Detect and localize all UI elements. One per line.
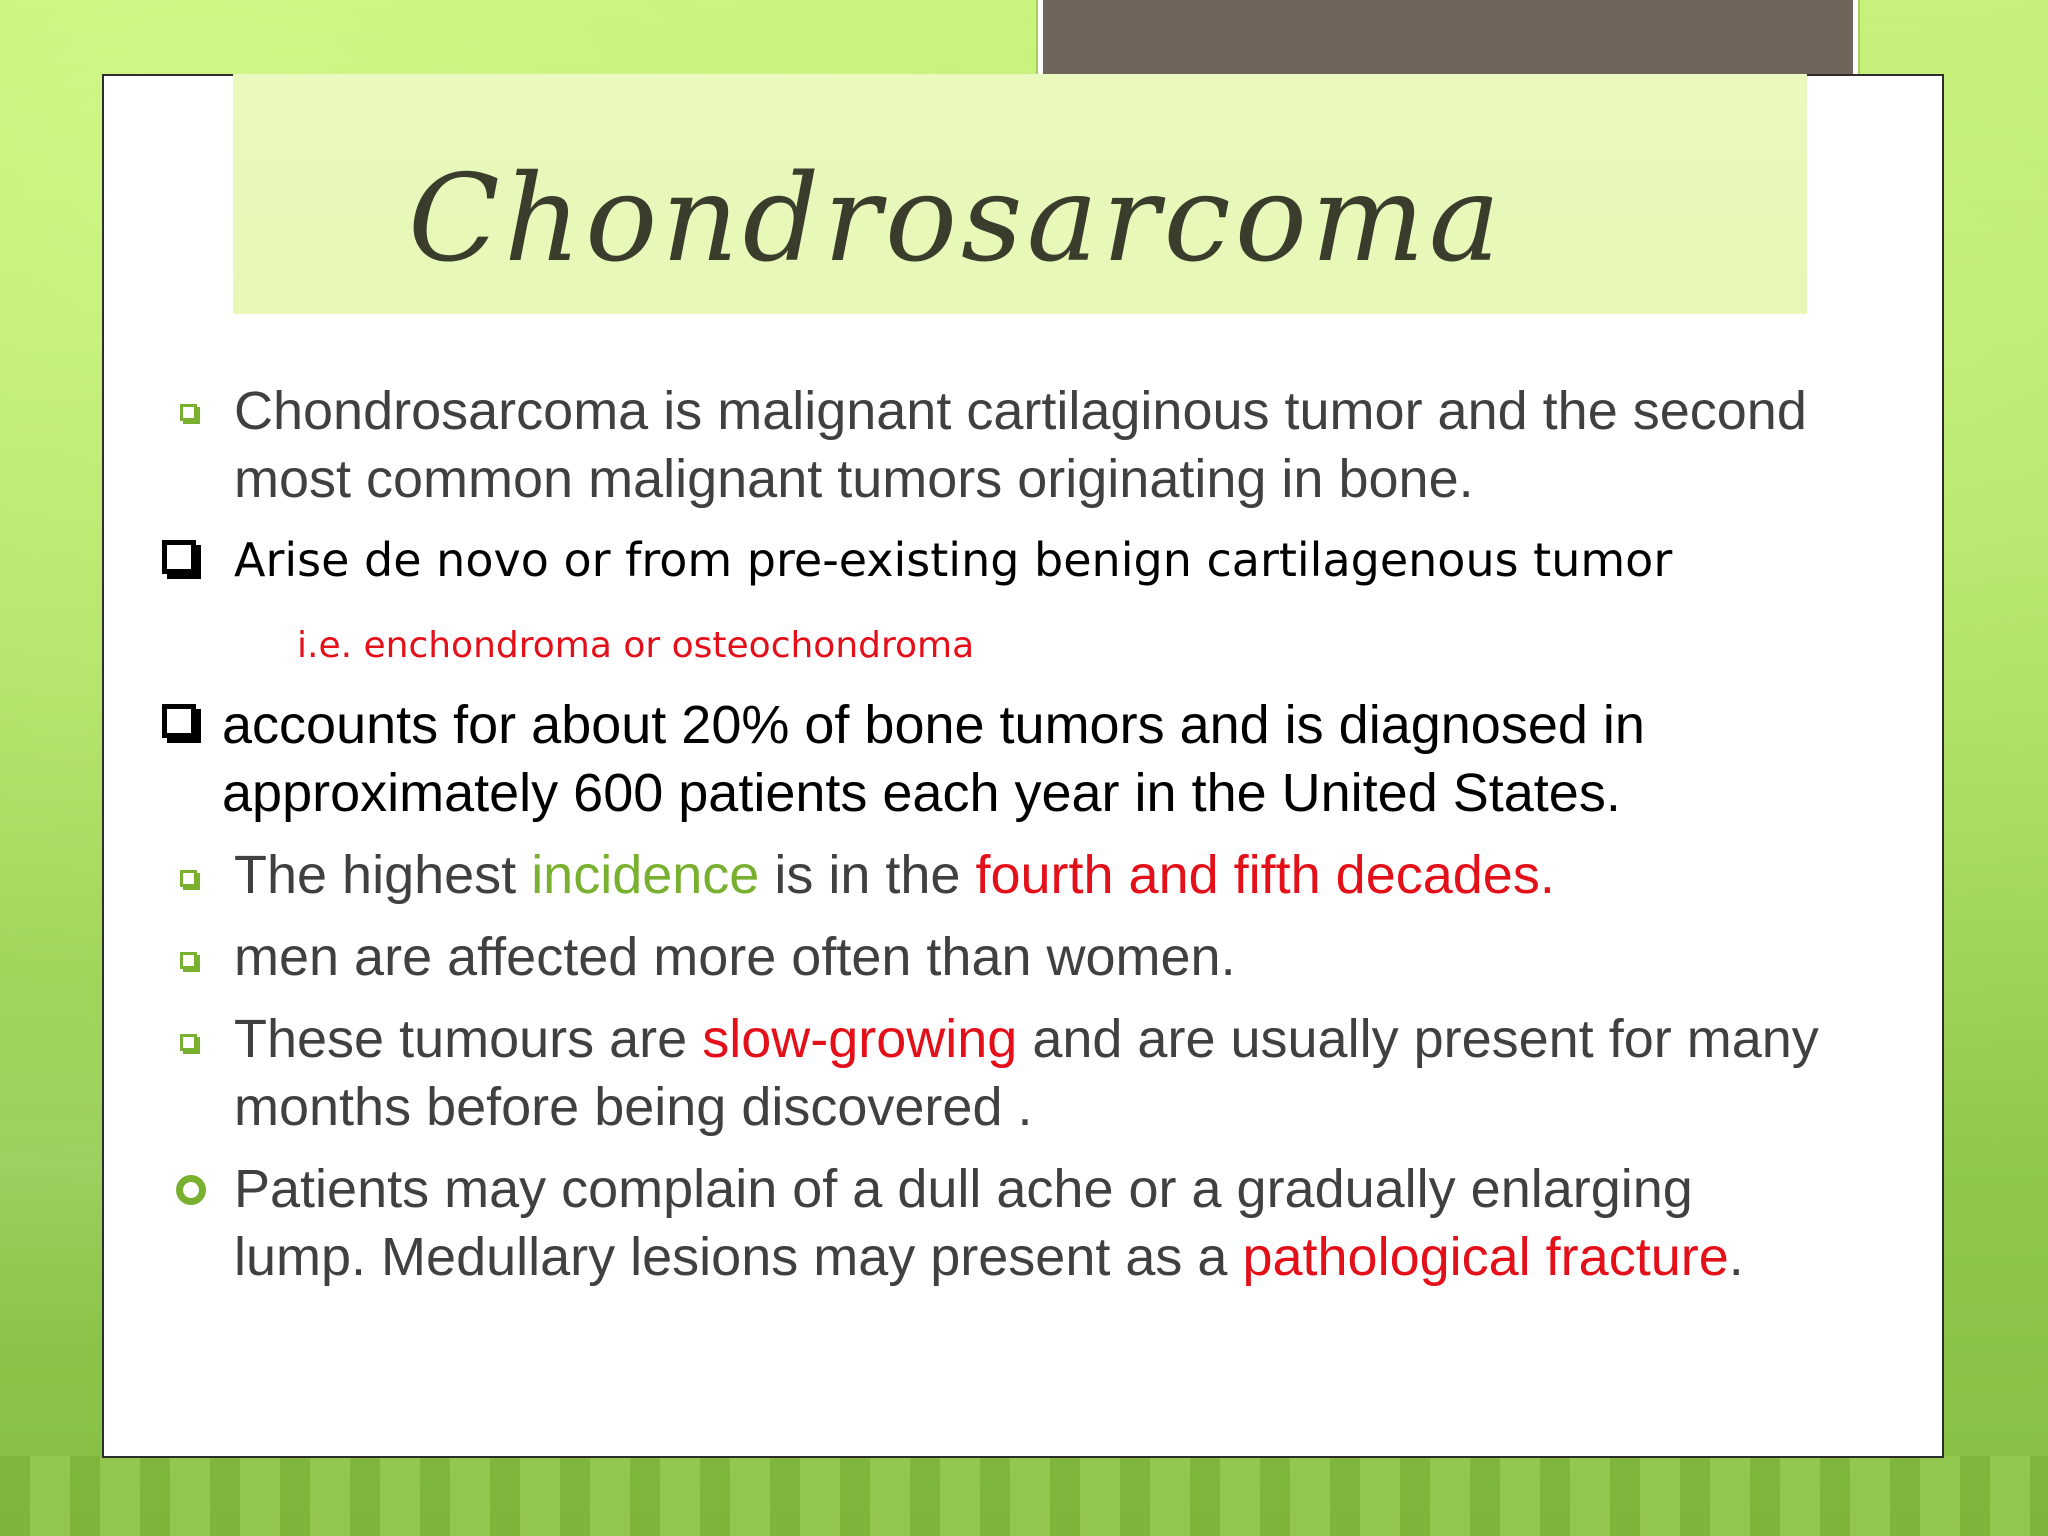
bullet-7-part-1: lump. Medullary lesions may present as a (234, 1227, 1243, 1287)
bullet-4-text (234, 844, 1555, 906)
bullet-6-part-1: These tumours are (234, 1009, 703, 1069)
bullet-7-line-2 (234, 1226, 1744, 1288)
bullet-2-sub-note: i.e. enchondroma or osteochondroma (297, 625, 975, 666)
small-square-bullet-icon (180, 952, 197, 969)
small-square-bullet-icon (180, 870, 197, 887)
bullet-6-line-2: months before being discovered . (234, 1077, 1033, 1137)
bullet-1-line-1: Chondrosarcoma is malignant cartilaginous tumor and the second (234, 381, 1807, 441)
bullet-6-part-2: and are usually present for many (1017, 1009, 1819, 1069)
bullet-4-part-2: is in the (759, 845, 976, 905)
decades-highlight: fourth and fifth decades. (975, 845, 1555, 905)
slide-title: Chondrosarcoma (408, 150, 1505, 289)
bullet-6-line-1 (234, 1008, 1819, 1070)
slow-growing-highlight: slow-growing (702, 1009, 1018, 1069)
ring-bullet-icon (176, 1175, 206, 1205)
bullet-4-part-1: The highest (234, 845, 532, 905)
incidence-term: incidence (531, 845, 760, 905)
small-square-bullet-icon (180, 1034, 197, 1051)
background-stripes (0, 1456, 2048, 1536)
background-decoration (0, 976, 110, 1356)
bullet-3-line-2: approximately 600 patients each year in the United States. (222, 763, 1621, 823)
large-square-bullet-icon (162, 540, 196, 574)
bullet-2-text: Arise de novo or from pre-existing benign cartilagenous tumor (234, 533, 1673, 587)
bullet-7-line-1: Patients may complain of a dull ache or a gradually enlarging (234, 1159, 1693, 1219)
bullet-7-end: . (1728, 1227, 1744, 1287)
large-square-bullet-icon (162, 704, 196, 738)
bullet-5-text: men are affected more often than women. (234, 927, 1236, 987)
bullet-3-line-1: accounts for about 20% of bone tumors and is diagnosed in (222, 695, 1645, 755)
bullet-1-line-2: most common malignant tumors originating in bone. (234, 449, 1474, 509)
pathological-fracture-highlight: pathological fracture (1242, 1227, 1729, 1287)
small-square-bullet-icon (180, 404, 197, 421)
